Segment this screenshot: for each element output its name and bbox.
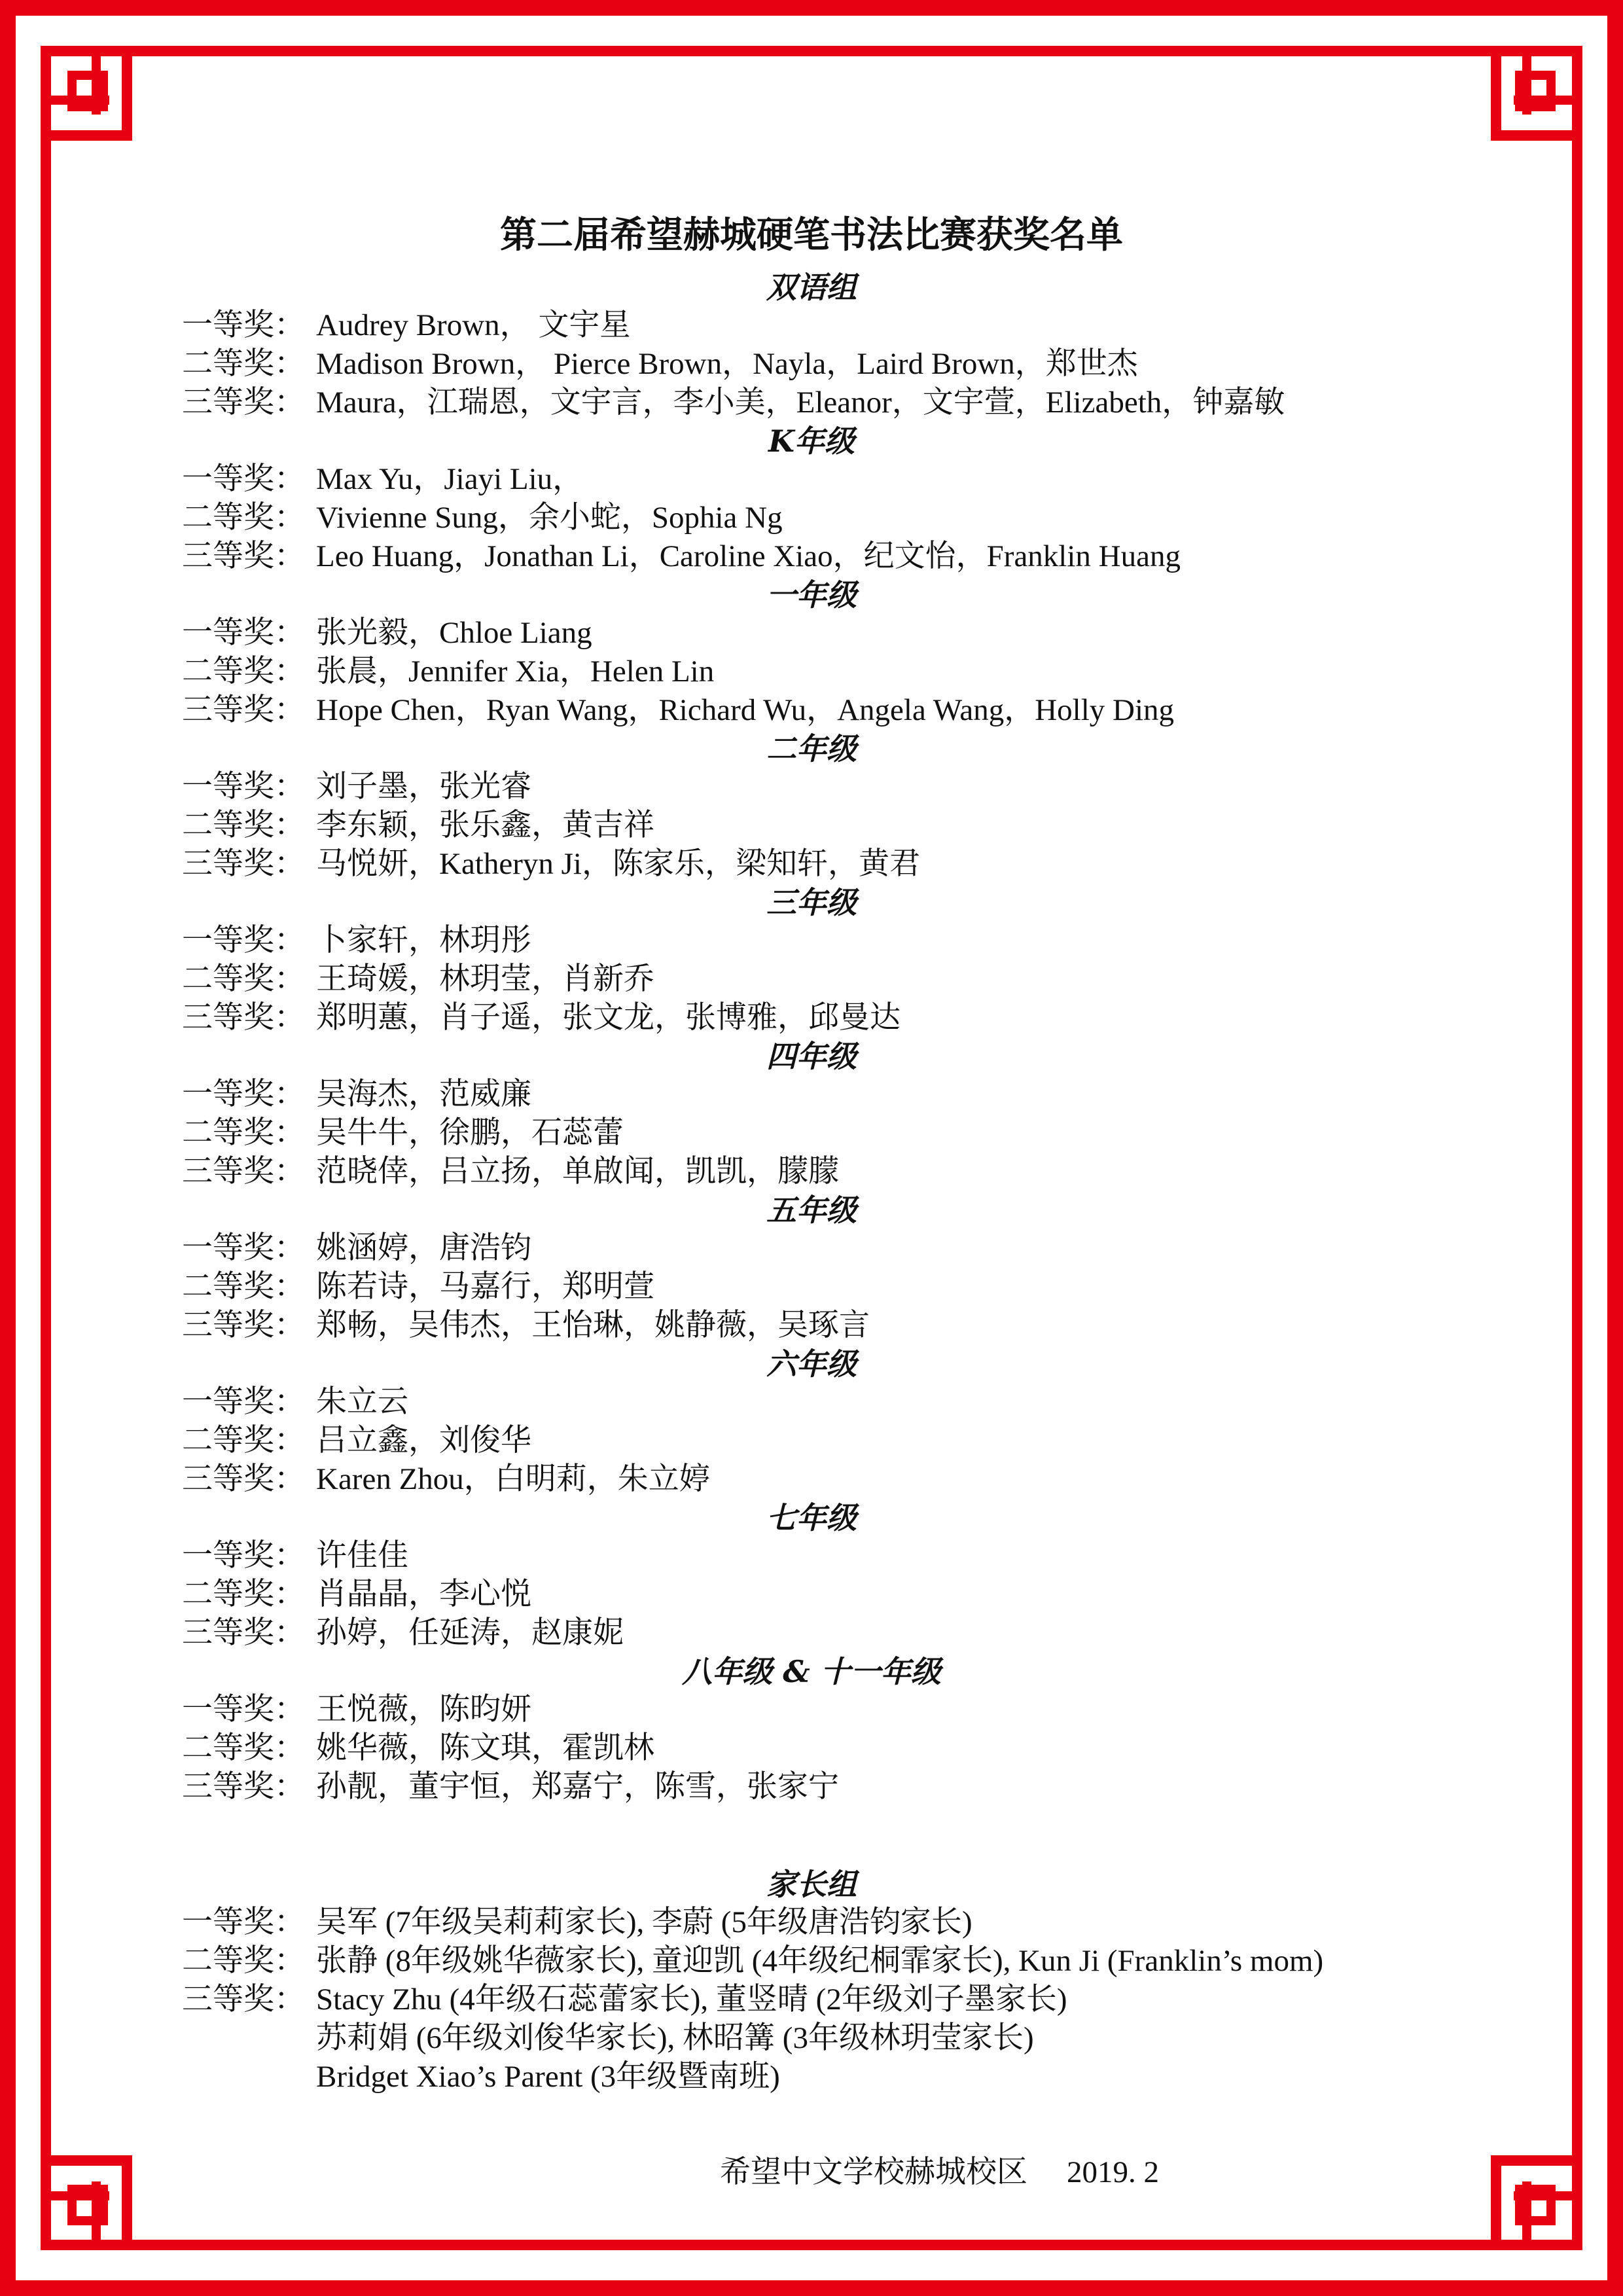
section-heading: 七年级 — [766, 1500, 857, 1535]
award-rank-label: 二等奖： — [182, 962, 305, 996]
parent-award-continuation: 苏莉娟 (6年级刘俊华家长), 林昭篝 (3年级林玥莹家长) — [316, 2021, 1034, 2055]
award-rank-label: 一等奖： — [182, 1231, 305, 1265]
award-row — [182, 1075, 531, 1113]
award-winners: Max Yu，Jiayi Liu， — [316, 462, 584, 496]
award-row — [182, 345, 1138, 383]
award-winners: 姚涵婷，唐浩钧 — [316, 1231, 531, 1265]
award-rank-label: 二等奖： — [182, 347, 305, 381]
parents-section-heading: 家长组 — [766, 1867, 857, 1902]
award-rank-label: 二等奖： — [182, 1944, 305, 1978]
award-winners: 范晓倖，吕立扬，单啟闻，凯凯，朦朦 — [316, 1155, 839, 1189]
award-row — [182, 691, 1174, 729]
award-rank-label: 三等奖： — [182, 1308, 305, 1342]
award-winners: 郑畅，吴伟杰，王怡琳，姚静薇，吴琢言 — [316, 1308, 870, 1342]
award-rank-label: 三等奖： — [182, 847, 305, 881]
award-winners: 吴牛牛，徐鹏，石蕊蕾 — [316, 1116, 624, 1150]
award-row — [182, 1383, 408, 1421]
award-rank-label: 一等奖： — [182, 770, 305, 804]
award-winners: 郑明蕙，肖子遥，张文龙，张博雅，邱曼达 — [316, 1001, 901, 1035]
award-row — [182, 1460, 710, 1498]
award-row — [182, 653, 714, 691]
page-title: 第二届希望赫城硬笔书法比赛获奖名单 — [500, 214, 1123, 257]
award-row — [182, 614, 592, 652]
award-row — [182, 1229, 531, 1267]
award-winners: Hope Chen，Ryan Wang，Richard Wu，Angela Wang，Holly Ding — [316, 693, 1174, 727]
section-heading: 五年级 — [766, 1193, 857, 1228]
award-rank-label: 一等奖： — [182, 924, 305, 958]
award-row — [182, 1268, 654, 1306]
award-row — [182, 845, 920, 883]
award-rank-label: 一等奖： — [182, 1385, 305, 1419]
award-winners: 肖晶晶，李心悦 — [316, 1577, 531, 1611]
award-rank-label: 三等奖： — [182, 693, 305, 727]
award-winners: 王悦薇，陈昀妍 — [316, 1693, 531, 1727]
award-row — [182, 306, 630, 344]
section-heading: 六年级 — [766, 1346, 857, 1382]
award-row — [182, 1306, 870, 1344]
award-winners: 张光毅，Chloe Liang — [316, 616, 592, 650]
section-heading: 四年级 — [766, 1039, 857, 1074]
award-winners: 刘子墨，张光睿 — [316, 770, 531, 804]
award-rank-label: 二等奖： — [182, 501, 305, 535]
parent-award-row — [182, 1903, 972, 1941]
award-winners: Audrey Brown， 文宇星 — [316, 308, 631, 342]
award-winners: 马悦妍，Katheryn Ji，陈家乐，梁知轩，黄君 — [316, 847, 920, 881]
award-winners: 张晨，Jennifer Xia，Helen Lin — [316, 655, 715, 689]
award-row — [182, 1153, 839, 1191]
award-row — [182, 1691, 531, 1729]
award-winners: Stacy Zhu (4年级石蕊蕾家长), 董竖晴 (2年级刘子墨家长) — [316, 1982, 1067, 2017]
award-row — [182, 384, 1285, 422]
award-winners: 吴海杰，范威廉 — [316, 1077, 531, 1111]
award-row — [182, 999, 901, 1037]
award-rank-label: 一等奖： — [182, 308, 305, 342]
award-winners: Maura，江瑞恩，文宇言，李小美，Eleanor，文宇萱，Elizabeth，钟嘉敏 — [316, 386, 1285, 420]
award-rank-label: 二等奖： — [182, 1424, 305, 1458]
footer-school: 希望中文学校赫城校区 — [720, 2155, 1027, 2189]
award-rank-label: 一等奖： — [182, 462, 305, 496]
award-rank-label: 一等奖： — [182, 1693, 305, 1727]
footer-date: 2019. 2 — [1067, 2155, 1159, 2189]
award-winners: Karen Zhou，白明莉，朱立婷 — [316, 1462, 710, 1496]
award-winners: Leo Huang，Jonathan Li，Caroline Xiao，纪文怡，Franklin Huang — [316, 539, 1181, 573]
award-rank-label: 一等奖： — [182, 616, 305, 650]
award-winners: Vivienne Sung，余小蛇，Sophia Ng — [316, 501, 783, 535]
award-winners: 王琦媛，林玥莹，肖新乔 — [316, 962, 654, 996]
award-winners: 朱立云 — [316, 1385, 408, 1419]
award-rank-label: 三等奖： — [182, 386, 305, 420]
award-rank-label: 二等奖： — [182, 1731, 305, 1765]
award-winners: 孙靓，董宇恒，郑嘉宁，陈雪，张家宁 — [316, 1770, 839, 1804]
parent-award-continuation: Bridget Xiao’s Parent (3年级暨南班) — [316, 2060, 780, 2094]
award-rank-label: 二等奖： — [182, 1116, 305, 1150]
award-row — [182, 537, 1181, 575]
section-heading: 双语组 — [766, 270, 857, 305]
award-row — [182, 1768, 839, 1806]
award-row — [182, 1729, 654, 1767]
award-rank-label: 三等奖： — [182, 1001, 305, 1035]
award-row — [182, 768, 531, 806]
award-row — [182, 1114, 624, 1152]
award-row — [182, 922, 531, 960]
award-rank-label: 三等奖： — [182, 1462, 305, 1496]
award-row — [182, 1614, 624, 1652]
award-winners: 卜家轩，林玥彤 — [316, 924, 531, 958]
award-rank-label: 二等奖： — [182, 1270, 305, 1304]
section-heading: 二年级 — [766, 731, 857, 766]
section-heading: 八年级 & 十一年级 — [682, 1654, 941, 1689]
award-rank-label: 三等奖： — [182, 539, 305, 573]
award-rank-label: 三等奖： — [182, 1982, 305, 2017]
award-rank-label: 三等奖： — [182, 1616, 305, 1650]
award-rank-label: 三等奖： — [182, 1770, 305, 1804]
award-row — [182, 1422, 531, 1460]
award-winners: 吕立鑫，刘俊华 — [316, 1424, 531, 1458]
award-rank-label: 一等奖： — [182, 1539, 305, 1573]
award-winners: 吴军 (7年级吴莉莉家长), 李蔚 (5年级唐浩钧家长) — [316, 1905, 972, 1939]
award-row — [182, 1537, 408, 1575]
award-row — [182, 499, 783, 537]
award-winners: 孙婷，任延涛，赵康妮 — [316, 1616, 624, 1650]
award-rank-label: 一等奖： — [182, 1077, 305, 1111]
award-winners: Madison Brown， Pierce Brown，Nayla，Laird Brown，郑世杰 — [316, 347, 1138, 381]
section-heading: 一年级 — [766, 577, 857, 613]
award-row — [182, 1575, 531, 1613]
footer — [720, 2153, 1159, 2191]
award-winners: 姚华薇，陈文琪，霍凯林 — [316, 1731, 654, 1765]
award-winners: 陈若诗，马嘉行，郑明萱 — [316, 1270, 654, 1304]
section-heading: K年级 — [768, 423, 855, 459]
award-winners: 许佳佳 — [316, 1539, 408, 1573]
award-row — [182, 460, 583, 498]
award-row — [182, 960, 654, 998]
award-row — [182, 806, 654, 844]
award-winners: 张静 (8年级姚华薇家长), 童迎凯 (4年级纪桐霏家长), Kun Ji (Franklin’s mom) — [316, 1944, 1324, 1978]
section-heading: 三年级 — [766, 885, 857, 920]
award-rank-label: 二等奖： — [182, 808, 305, 842]
award-rank-label: 一等奖： — [182, 1905, 305, 1939]
award-rank-label: 二等奖： — [182, 1577, 305, 1611]
parent-award-row — [182, 1942, 1323, 1980]
award-rank-label: 二等奖： — [182, 655, 305, 689]
award-winners: 李东颖，张乐鑫，黄吉祥 — [316, 808, 654, 842]
parent-award-row — [182, 1981, 1067, 2018]
award-rank-label: 三等奖： — [182, 1155, 305, 1189]
